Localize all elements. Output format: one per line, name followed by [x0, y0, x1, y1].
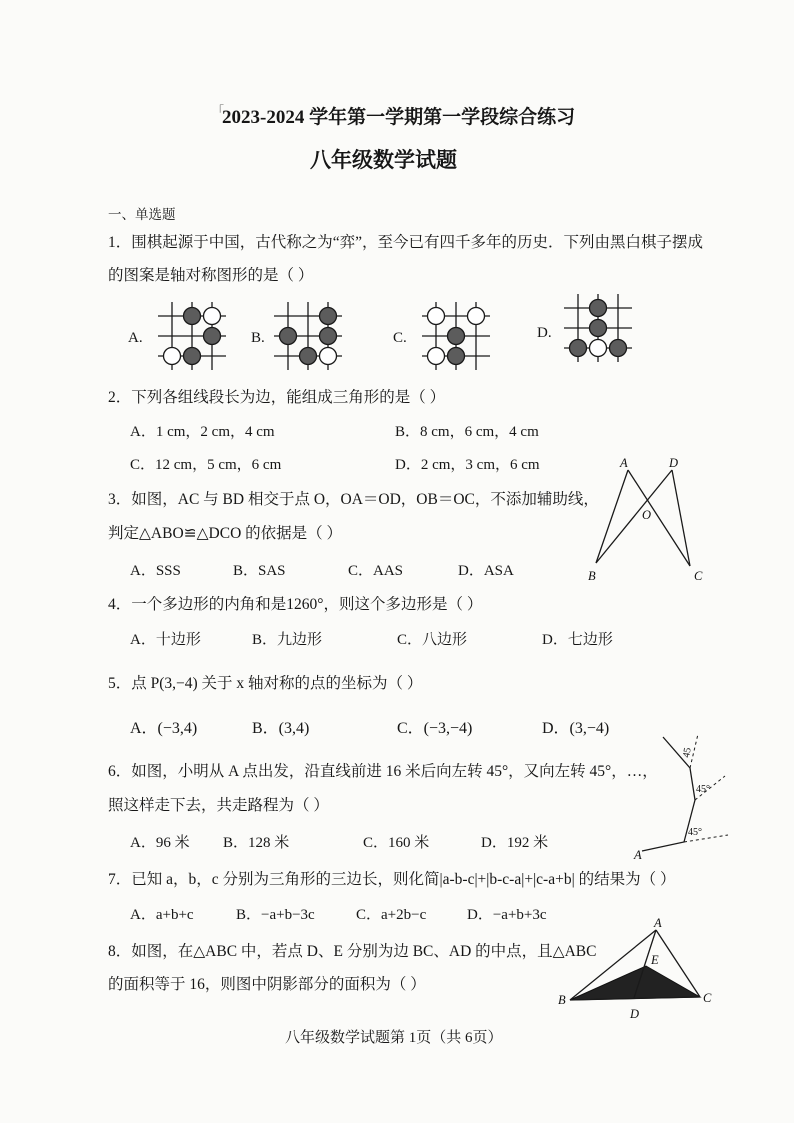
question-7-stem: 7．已知 a，b，c 分别为三角形的三边长，则化简|a-b-c|+|b-c-a|+|c-a+b| 的结果为（ ） — [108, 871, 676, 888]
point-label-c: C — [694, 569, 703, 583]
question-7-option-c: C．a+2b−c — [356, 907, 427, 923]
question-8-stem-line-1: 8．如图，在△ABC 中，若点 D、E 分别为边 BC、AD 的中点，且△ABC — [108, 943, 597, 960]
go-pattern-c — [416, 296, 498, 376]
go-pattern-b — [268, 296, 350, 376]
white-stone — [590, 340, 607, 357]
question-4-option-d: D．七边形 — [542, 632, 613, 648]
black-stone — [590, 320, 607, 337]
question-1-option-b-label: B. — [251, 330, 265, 346]
question-1-option-a-label: A. — [128, 330, 143, 346]
question-2-option-a: A．1 cm，2 cm，4 cm — [130, 424, 275, 440]
point-label-c: C — [703, 991, 712, 1005]
question-5-option-c: C．(−3,−4) — [397, 720, 473, 737]
black-stone — [610, 340, 627, 357]
shaded-triangle-figure — [556, 918, 720, 1022]
question-6-stem-line-1: 6．如图，小明从 A 点出发，沿直线前进 16 米后向左转 45°，又向左转 45°，…， — [108, 763, 658, 780]
point-label-a: A — [620, 456, 628, 470]
question-8-stem-line-2: 的面积等于 16，则图中阴影部分的面积为（ ） — [108, 976, 426, 993]
question-4-option-a: A．十边形 — [130, 632, 201, 648]
point-label-d: D — [669, 456, 679, 470]
walking-path-figure — [628, 728, 734, 862]
question-1-stem-line-2: 的图案是轴对称图形的是（ ） — [108, 267, 314, 284]
question-3-stem-line-2: 判定△ABO≌△DCO 的依据是（ ） — [108, 525, 343, 542]
white-stone — [204, 308, 221, 325]
black-stone — [184, 308, 201, 325]
question-6-stem-line-2: 照这样走下去，共走路程为（ ） — [108, 797, 329, 814]
question-7-option-a: A．a+b+c — [130, 907, 194, 923]
white-stone — [468, 308, 485, 325]
question-7-option-d: D．−a+b+3c — [467, 907, 547, 923]
question-5-option-a: A．(−3,4) — [130, 720, 198, 737]
question-3-option-c: C．AAS — [348, 563, 404, 579]
angle-label-top: 45 — [681, 746, 694, 759]
black-stone — [448, 348, 465, 365]
black-stone — [590, 300, 607, 317]
question-4-stem: 4．一个多边形的内角和是1260°，则这个多边形是（ ） — [108, 596, 483, 613]
point-label-d: D — [630, 1007, 640, 1021]
question-4-option-b: B．九边形 — [252, 632, 323, 648]
question-3-stem-line-1: 3．如图，AC 与 BD 相交于点 O，OA＝OD，OB＝OC，不添加辅助线， — [108, 491, 599, 508]
corner-mark: 「 — [212, 104, 225, 118]
question-6-option-b: B．128 米 — [223, 835, 290, 851]
question-3-option-b: B．SAS — [233, 563, 286, 579]
go-pattern-a — [152, 296, 234, 376]
black-stone — [184, 348, 201, 365]
white-stone — [164, 348, 181, 365]
question-2-option-d: D．2 cm，3 cm，6 cm — [395, 457, 540, 473]
question-6-option-d: D．192 米 — [481, 835, 549, 851]
go-pattern-d — [558, 288, 640, 368]
question-5-stem: 5．点 P(3,−4) 关于 x 轴对称的点的坐标为（ ） — [108, 675, 423, 692]
point-label-o: O — [642, 508, 652, 522]
exam-subtitle: 八年级数学试题 — [310, 148, 457, 172]
question-7-option-b: B．−a+b−3c — [236, 907, 315, 923]
angle-label-middle: 45° — [696, 784, 710, 795]
black-stone — [204, 328, 221, 345]
white-stone — [428, 348, 445, 365]
black-stone — [448, 328, 465, 345]
question-2-option-c: C．12 cm，5 cm，6 cm — [130, 457, 282, 473]
white-stone — [320, 348, 337, 365]
segment-ab — [596, 470, 628, 563]
crossed-triangles-figure — [580, 452, 712, 588]
black-stone — [300, 348, 317, 365]
start-point-label: A — [634, 848, 642, 862]
question-4-option-c: C．八边形 — [397, 632, 468, 648]
angle-label-bottom: 45° — [688, 827, 702, 838]
question-5-option-d: D．(3,−4) — [542, 720, 610, 737]
question-6-option-c: C．160 米 — [363, 835, 430, 851]
black-stone — [280, 328, 297, 345]
point-label-b: B — [558, 993, 566, 1007]
section-title: 一、单选题 — [108, 207, 176, 222]
white-stone — [428, 308, 445, 325]
question-1-stem-line-1: 1．围棋起源于中国，古代称之为“弈”，至今已有四千多年的历史．下列由黑白棋子摆成 — [108, 234, 704, 251]
page-footer: 八年级数学试题第 1页（共 6页） — [285, 1030, 503, 1046]
point-label-a: A — [654, 916, 662, 930]
question-1-option-c-label: C. — [393, 330, 407, 346]
question-5-option-b: B．(3,4) — [252, 720, 310, 737]
question-1-option-d-label: D. — [537, 325, 552, 341]
point-label-b: B — [588, 569, 596, 583]
segment-db — [596, 470, 672, 563]
question-2-option-b: B．8 cm，6 cm，4 cm — [395, 424, 539, 440]
question-3-option-a: A．SSS — [130, 563, 181, 579]
black-stone — [570, 340, 587, 357]
black-stone — [320, 308, 337, 325]
question-2-stem: 2．下列各组线段长为边，能组成三角形的是（ ） — [108, 389, 446, 406]
question-3-option-d: D．ASA — [458, 563, 514, 579]
question-6-option-a: A．96 米 — [130, 835, 190, 851]
exam-title: 2023-2024 学年第一学期第一学段综合练习 — [222, 107, 576, 128]
point-label-e: E — [651, 953, 659, 967]
black-stone — [320, 328, 337, 345]
